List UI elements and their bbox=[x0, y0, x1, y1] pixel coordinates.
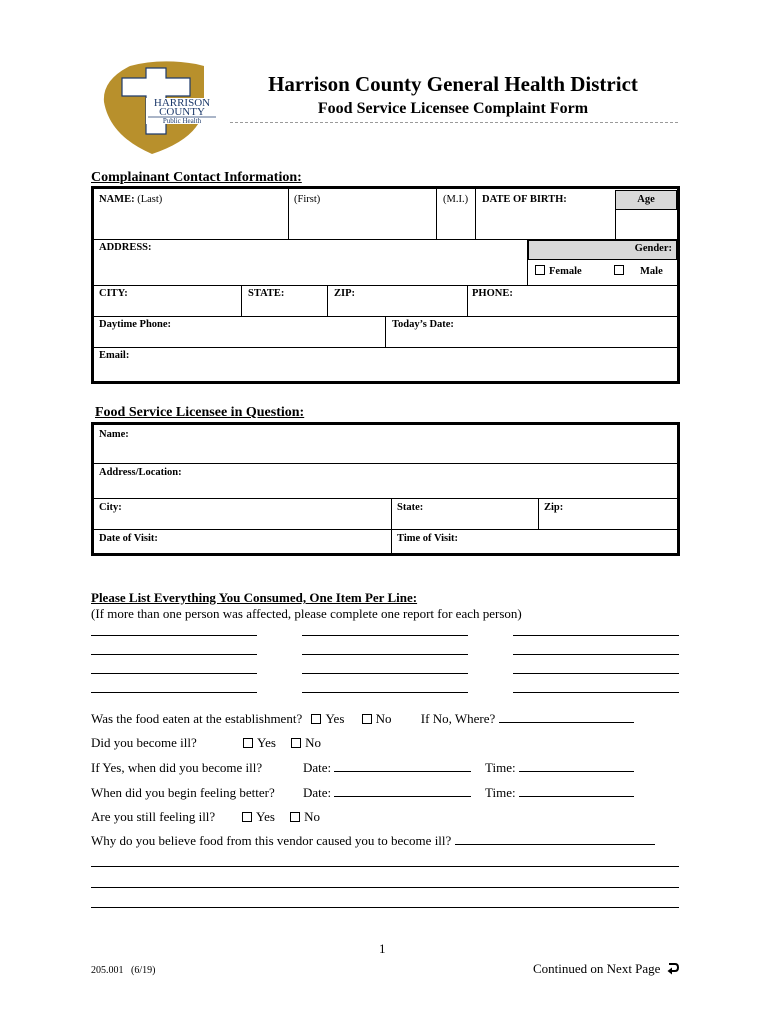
date-of-visit-label: Date of Visit: bbox=[99, 533, 158, 544]
col-divider bbox=[327, 286, 328, 316]
page-title: Harrison County General Health District bbox=[268, 72, 638, 96]
q5-text: Are you still feeling ill? bbox=[91, 809, 216, 824]
harrison-county-logo bbox=[100, 60, 222, 156]
q2-no-checkbox[interactable] bbox=[291, 738, 301, 748]
q4-time-field[interactable] bbox=[519, 786, 634, 797]
col-divider bbox=[475, 189, 476, 239]
col-divider bbox=[241, 286, 242, 316]
item-line[interactable] bbox=[302, 654, 468, 655]
q3-time-field[interactable] bbox=[519, 761, 634, 772]
state-label: STATE: bbox=[248, 288, 285, 299]
q1-yes-checkbox[interactable] bbox=[311, 714, 321, 724]
answer-line[interactable] bbox=[91, 866, 679, 867]
q1-where-field[interactable] bbox=[499, 712, 634, 723]
licensee-city-label: City: bbox=[99, 502, 122, 513]
item-line[interactable] bbox=[302, 635, 468, 636]
complainant-heading: Complainant Contact Information: bbox=[91, 170, 302, 185]
item-line[interactable] bbox=[91, 635, 257, 636]
male-option[interactable]: Male bbox=[614, 265, 663, 277]
item-line[interactable] bbox=[513, 692, 679, 693]
time-of-visit-label: Time of Visit: bbox=[397, 533, 459, 544]
q3-date-field[interactable] bbox=[334, 761, 471, 772]
svg-text:HARRISON: HARRISON bbox=[153, 97, 211, 109]
q6-text: Why do you believe food from this vendor caused you to become ill? bbox=[91, 833, 452, 848]
consumed-note: (If more than one person was affected, please complete one report for each person) bbox=[91, 606, 522, 621]
item-line[interactable] bbox=[513, 673, 679, 674]
q4-date: Date: bbox=[303, 785, 471, 801]
q6-field[interactable] bbox=[455, 834, 655, 845]
svg-text:Public Health: Public Health bbox=[162, 117, 202, 125]
todays-date-label: Today’s Date: bbox=[392, 319, 454, 330]
answer-line[interactable] bbox=[91, 887, 679, 888]
phone-label: PHONE: bbox=[472, 288, 513, 299]
form-subtitle: Food Service Licensee Complaint Form bbox=[317, 100, 589, 117]
q5-options bbox=[242, 809, 320, 825]
q4-text: When did you begin feeling better? bbox=[91, 785, 275, 800]
name-first-label: (First) bbox=[294, 194, 321, 205]
item-line[interactable] bbox=[302, 673, 468, 674]
page-number: 1 bbox=[379, 941, 386, 956]
item-line[interactable] bbox=[91, 654, 257, 655]
q5-no-option[interactable]: No bbox=[290, 809, 320, 824]
item-line[interactable] bbox=[513, 635, 679, 636]
email-field[interactable] bbox=[160, 350, 670, 376]
q5-no-checkbox[interactable] bbox=[290, 812, 300, 822]
city-label: CITY: bbox=[99, 288, 128, 299]
row-divider bbox=[94, 463, 677, 464]
address-label: ADDRESS: bbox=[99, 242, 152, 253]
licensee-name-label: Name: bbox=[99, 429, 129, 440]
female-option[interactable]: Female bbox=[535, 265, 582, 277]
male-checkbox[interactable] bbox=[614, 265, 624, 275]
q2-options bbox=[243, 735, 321, 751]
licensee-box bbox=[91, 422, 680, 556]
q1-no-option[interactable]: No bbox=[362, 711, 392, 726]
q3-text: If Yes, when did you become ill? bbox=[91, 760, 263, 775]
q2-yes-checkbox[interactable] bbox=[243, 738, 253, 748]
col-divider bbox=[467, 286, 468, 316]
q2-no-option[interactable]: No bbox=[291, 735, 321, 750]
q1-no-checkbox[interactable] bbox=[362, 714, 372, 724]
zip-label: ZIP: bbox=[334, 288, 355, 299]
licensee-zip-label: Zip: bbox=[544, 502, 564, 513]
age-label: Age bbox=[637, 194, 655, 205]
first-name-field[interactable] bbox=[296, 211, 432, 235]
answer-line[interactable] bbox=[91, 907, 679, 908]
email-label: Email: bbox=[99, 350, 130, 361]
item-line[interactable] bbox=[513, 654, 679, 655]
q6-row bbox=[91, 833, 655, 849]
item-line[interactable] bbox=[91, 673, 257, 674]
licensee-heading: Food Service Licensee in Question: bbox=[95, 405, 305, 420]
q3-date: Date: bbox=[303, 760, 471, 776]
name-mi-label: (M.I.) bbox=[443, 194, 469, 205]
q4-date-field[interactable] bbox=[334, 786, 471, 797]
col-divider bbox=[288, 189, 289, 239]
col-divider bbox=[436, 189, 437, 239]
licensee-state-label: State: bbox=[397, 502, 424, 513]
dob-label: DATE OF BIRTH: bbox=[482, 194, 567, 205]
q1-yes-option[interactable]: Yes bbox=[311, 711, 344, 726]
licensee-address-label: Address/Location: bbox=[99, 467, 182, 478]
q1-row bbox=[91, 711, 634, 727]
col-divider bbox=[538, 499, 539, 529]
title-divider bbox=[230, 122, 678, 123]
row-divider bbox=[94, 498, 677, 499]
item-line[interactable] bbox=[91, 692, 257, 693]
last-name-field[interactable] bbox=[98, 211, 284, 235]
female-checkbox[interactable] bbox=[535, 265, 545, 275]
gender-label: Gender: bbox=[634, 243, 672, 254]
q4-time: Time: bbox=[485, 785, 634, 801]
row-divider bbox=[94, 347, 677, 348]
daytime-phone-label: Daytime Phone: bbox=[99, 319, 172, 330]
item-line[interactable] bbox=[302, 692, 468, 693]
name-label: NAME: (Last) bbox=[99, 194, 163, 205]
q5-yes-checkbox[interactable] bbox=[242, 812, 252, 822]
row-divider bbox=[94, 529, 677, 530]
consumed-heading: Please List Everything You Consumed, One Item Per Line: bbox=[91, 590, 418, 605]
continued-note: Continued on Next Page bbox=[533, 961, 680, 979]
q2-text: Did you become ill? bbox=[91, 735, 197, 750]
q3-time: Time: bbox=[485, 760, 634, 776]
row-divider bbox=[94, 285, 677, 286]
col-divider bbox=[615, 210, 616, 239]
form-number: 205.001 (6/19) bbox=[91, 965, 156, 976]
q5-yes-option[interactable]: Yes bbox=[242, 809, 275, 824]
col-divider bbox=[385, 317, 386, 347]
svg-text:COUNTY: COUNTY bbox=[159, 106, 205, 118]
q2-yes-option[interactable]: Yes bbox=[243, 735, 276, 750]
q1-text: Was the food eaten at the establishment? bbox=[91, 711, 303, 726]
col-divider bbox=[391, 499, 392, 553]
return-arrow-icon bbox=[666, 961, 680, 979]
q1-where-label: If No, Where? bbox=[420, 711, 496, 726]
